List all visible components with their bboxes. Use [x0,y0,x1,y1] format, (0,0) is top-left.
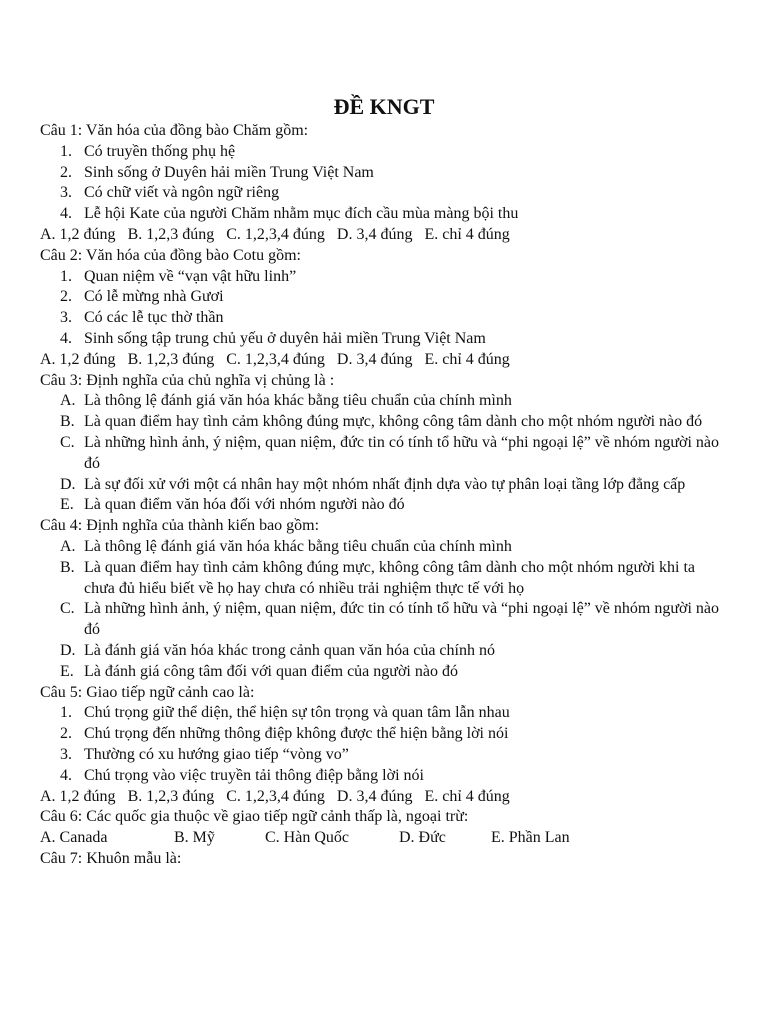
item-number: 2. [60,725,72,743]
item-number: 3. [60,745,72,763]
option-text: Là những hình ảnh, ý niệm, quan niệm, đức tin có tính tổ hữu và “phi ngoại lệ” về nhóm người nào đó [84,600,720,639]
page-title: ĐỀ KNGT [333,94,435,119]
answer-a: A. 1,2 đúng [40,225,116,243]
item-number: 1. [60,267,72,285]
q5-item-4 [40,766,728,787]
q2-item-1 [40,267,728,288]
option-letter: D. [60,475,76,493]
item-number: 2. [60,163,72,181]
option-letter: B. [60,413,75,431]
q4-option-d [40,641,728,662]
answer-b: B. Mỹ [174,829,215,847]
q2-answers [40,350,728,371]
question-1: Câu 1: Văn hóa của đồng bào Chăm gồm: [40,122,309,139]
question-6: Câu 6: Các quốc gia thuộc về giao tiếp ngữ cảnh thấp là, ngoại trừ: [40,808,469,826]
answer-b: B. 1,2,3 đúng [127,350,215,368]
q1-answers [40,225,728,246]
question-7: Câu 7: Khuôn mẫu là: [40,849,182,867]
answer-a: A. 1,2 đúng [40,787,116,805]
item-number: 2. [60,288,72,306]
item-text: Chú trọng giữ thể diện, thể hiện sự tôn trọng và quan tâm lẫn nhau [84,704,510,722]
answer-e: E. Phần Lan [491,829,570,847]
item-text: Thường có xu hướng giao tiếp “vòng vo” [84,745,349,763]
q2-item-3 [40,308,728,329]
q3-option-e [40,495,728,516]
q1-item-4 [40,204,728,225]
item-number: 1. [60,704,72,722]
item-text: Có lễ mừng nhà Gươi [84,288,224,306]
option-text: Là thông lệ đánh giá văn hóa khác bằng tiêu chuẩn của chính mình [84,537,512,555]
option-letter: C. [60,600,75,618]
item-text: Lễ hội Kate của người Chăm nhằm mục đích cầu mùa màng bội thu [84,205,519,223]
q5-answers [40,787,728,808]
option-text: Là thông lệ đánh giá văn hóa khác bằng tiêu chuẩn của chính mình [84,392,512,410]
answer-c: C. Hàn Quốc [265,829,349,847]
q3-option-a [40,391,728,412]
answer-d: D. 3,4 đúng [336,787,413,805]
q4-option-a [40,537,728,558]
q5-item-3 [40,745,728,766]
item-text: Sinh sống tập trung chủ yếu ở duyên hải miền Trung Việt Nam [84,329,486,347]
option-text: Là quan điểm hay tình cảm không đúng mực, không công tâm dành cho một nhóm người khi ta chưa đủ hiểu biết về họ hay chưa có nhiều trải nghiệm thực tế với họ [84,558,696,597]
q2-item-2 [40,287,728,308]
answer-c: C. 1,2,3,4 đúng [226,787,325,805]
q4-option-e [40,662,728,683]
answer-b: B. 1,2,3 đúng [127,787,215,805]
q5-item-2 [40,724,728,745]
item-text: Có truyền thống phụ hệ [84,142,236,160]
answer-d: D. 3,4 đúng [336,350,413,368]
option-letter: E. [60,496,74,514]
question-4: Câu 4: Định nghĩa của thành kiến bao gồm: [40,517,320,535]
option-letter: A. [60,392,76,410]
item-number: 4. [60,205,72,223]
q3-option-b [40,412,728,433]
answer-a: A. 1,2 đúng [40,350,116,368]
option-text: Là đánh giá công tâm đối với quan điểm của người nào đó [84,662,458,680]
item-number: 3. [60,309,72,327]
q4-option-b [40,558,728,600]
q4-option-c [40,599,728,641]
item-number: 4. [60,329,72,347]
answer-c: C. 1,2,3,4 đúng [226,350,325,368]
option-text: Là những hình ảnh, ý niệm, quan niệm, đức tin có tính tổ hữu và “phi ngoại lệ” về nhóm người nào đó [84,433,720,472]
q3-option-d [40,475,728,496]
item-number: 3. [60,184,72,202]
option-text: Là sự đối xử với một cá nhân hay một nhóm nhất định dựa vào tự phân loại tầng lớp đẳng cấp [84,475,686,493]
q3-option-c [40,433,728,475]
option-text: Là quan điểm văn hóa đối với nhóm người nào đó [84,496,405,514]
item-text: Sinh sống ở Duyên hải miền Trung Việt Nam [84,163,374,181]
item-number: 1. [60,142,72,160]
answer-e: E. chỉ 4 đúng [424,787,510,805]
option-text: Là đánh giá văn hóa khác trong cảnh quan văn hóa của chính nó [84,641,495,659]
answer-c: C. 1,2,3,4 đúng [226,225,325,243]
option-letter: C. [60,433,75,451]
item-text: Có chữ viết và ngôn ngữ riêng [84,184,280,202]
q1-item-2 [40,163,728,184]
option-text: Là quan điểm hay tình cảm không đúng mực, không công tâm dành cho một nhóm người nào đó [84,413,703,431]
answer-a: A. Canada [40,829,108,847]
option-letter: E. [60,662,74,680]
item-text: Chú trọng vào việc truyền tải thông điệp bằng lời nói [84,766,424,784]
question-2: Câu 2: Văn hóa của đồng bào Cotu gồm: [40,246,301,264]
answer-d: D. Đức [399,829,446,847]
question-5: Câu 5: Giao tiếp ngữ cảnh cao là: [40,683,255,701]
item-number: 4. [60,766,72,784]
question-3: Câu 3: Định nghĩa của chủ nghĩa vị chủng là : [40,371,335,389]
answer-b: B. 1,2,3 đúng [127,225,215,243]
item-text: Quan niệm về “vạn vật hữu linh” [84,267,297,285]
answer-e: E. chỉ 4 đúng [424,225,510,243]
answer-d: D. 3,4 đúng [336,225,413,243]
q6-answers [40,828,728,849]
answer-e: E. chỉ 4 đúng [424,350,510,368]
option-letter: B. [60,558,75,576]
q5-item-1 [40,703,728,724]
q1-item-1 [40,142,728,163]
item-text: Có các lễ tục thờ thần [84,309,224,327]
item-text: Chú trọng đến những thông điệp không được thể hiện bằng lời nói [84,725,509,743]
option-letter: D. [60,641,76,659]
option-letter: A. [60,537,76,555]
q1-item-3 [40,183,728,204]
q2-item-4 [40,329,728,350]
